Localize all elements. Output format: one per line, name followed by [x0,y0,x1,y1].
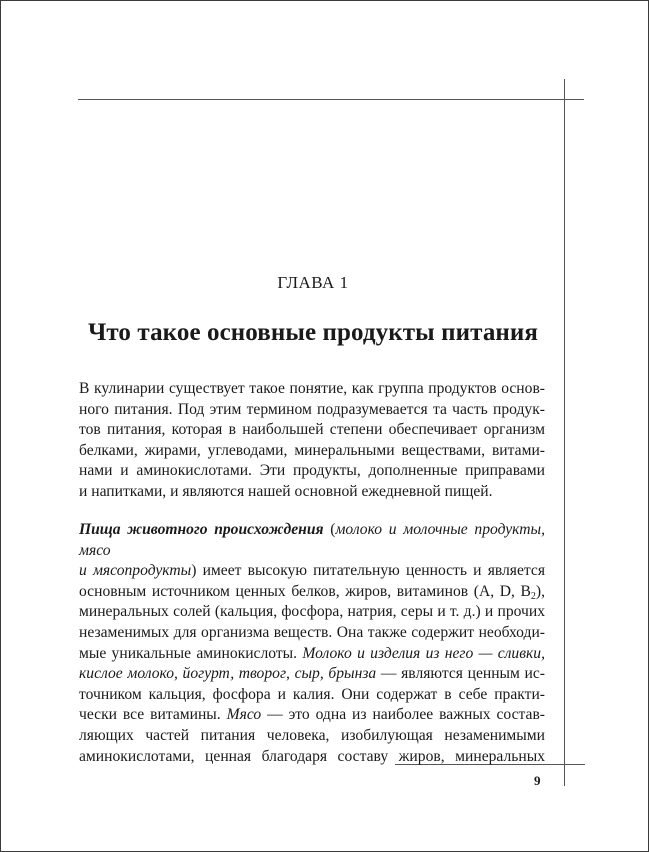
paragraph-line: В кулинарии существует такое понятие, как группа продуктов основ- [79,380,545,397]
paragraph-line: и напитками, и являются нашей основной ежедневной пищей. [79,482,493,500]
paragraph-line: аминокислотами, ценная благодаря составу жиров, минеральных [79,747,545,765]
paragraph-line: минеральных солей (кальция, фосфора, натрия, серы и т. д.) и прочих [79,603,545,621]
paragraph-line: точником кальция, фосфора и калия. Они содержат в себе практи- [79,685,545,703]
paragraph-line: ляющих частей питания человека, изобилующая незаменимыми [79,726,545,744]
paragraph-line: ного питания. Под этим термином подразумевается та часть продук- [79,400,545,418]
italic-phrase: молоко и молочные продукты, мясо [79,521,545,559]
paragraph-line: кислое молоко, йогурт, творог, сыр, брынза — являются ценным ис- [79,665,546,683]
paragraph-line: и мясопродукты) имеет высокую питательную ценность и является [79,562,545,580]
page-number: 9 [534,773,541,788]
paragraph-line: мые уникальные аминокислоты. Молоко и изделия из него — сливки, [79,644,545,662]
animal-food-paragraph [79,520,545,767]
chapter-title: Что такое основные продукты питания [87,319,539,346]
paragraph-line: Пища животного происхождения (молоко и молочные продукты, мясо [79,521,545,559]
paragraph-line: незаменимых для организма веществ. Она также содержит необходи- [79,623,545,641]
term-heading: Пища животного происхождения [79,521,324,538]
intro-paragraph [79,379,545,503]
chapter-label: ГЛАВА 1 [277,273,349,292]
paragraph-line: тов питания, которая в наибольшей степени обеспечивает организм [79,421,545,439]
paragraph-line: чески все витамины. Мясо — это одна из наиболее важных состав- [79,706,546,724]
margin-rule [564,79,565,786]
paragraph-line: нами и аминокислотами. Эти продукты, дополненные приправами [79,462,545,480]
italic-phrase: Молоко и изделия из него — сливки, [302,644,545,662]
italic-phrase: кислое молоко, йогурт, творог, сыр, брынза [79,665,377,683]
header-rule [78,99,584,100]
italic-phrase: Мясо [226,706,262,724]
subscript: 2 [530,590,536,602]
paragraph-line: основным источником ценных белков, жиров, витаминов (A, D, $B_2$), [79,582,545,602]
paragraph-line: белками, жирами, углеводами, минеральными веществами, витами- [79,441,545,459]
italic-phrase: и мясопродукты [79,562,192,580]
